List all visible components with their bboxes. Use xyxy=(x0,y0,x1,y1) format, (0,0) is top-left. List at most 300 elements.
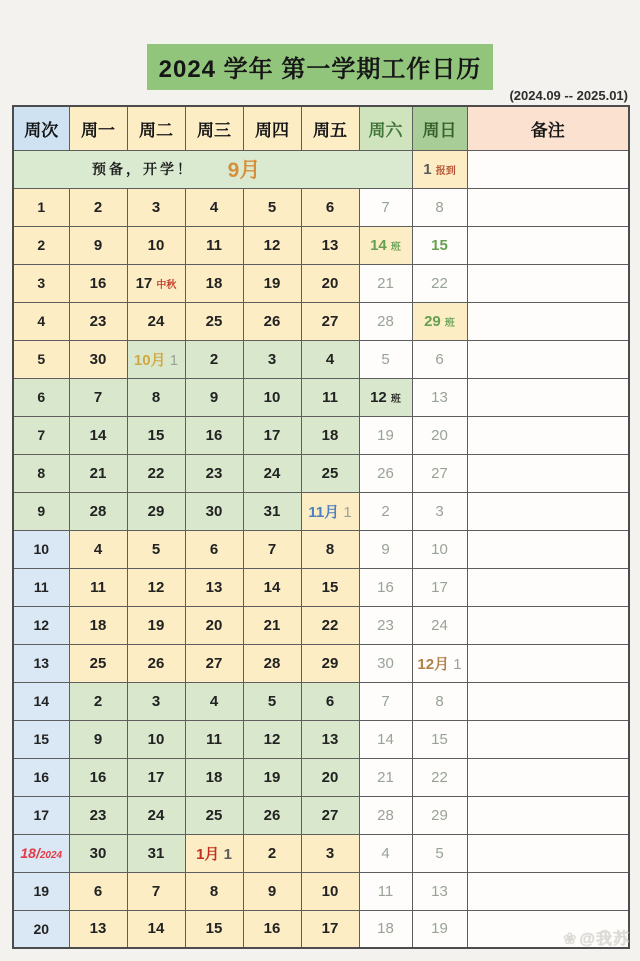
day-cell xyxy=(127,910,185,948)
day-cell xyxy=(243,302,301,340)
day-cell xyxy=(69,302,127,340)
day-cell xyxy=(243,492,301,530)
note-cell xyxy=(467,378,629,416)
cell-text: 1 xyxy=(339,503,352,521)
cell-text: 11 xyxy=(90,578,106,596)
day-cell xyxy=(185,568,243,606)
cell-text: 19 xyxy=(431,920,448,938)
cell-text: 7 xyxy=(267,540,277,558)
week-number-cell xyxy=(13,454,69,492)
day-cell xyxy=(243,720,301,758)
day-cell xyxy=(127,644,185,682)
day-cell xyxy=(243,834,301,872)
cell-text: 21 xyxy=(263,616,281,634)
cell-text: 1 xyxy=(37,199,46,215)
day-cell xyxy=(301,796,359,834)
cell-text: 27 xyxy=(431,464,448,482)
cell-text: 12 xyxy=(263,730,281,748)
day-cell xyxy=(185,302,243,340)
day-cell xyxy=(127,720,185,758)
cell-text: 22 xyxy=(431,768,448,786)
day-cell xyxy=(301,644,359,682)
note-cell xyxy=(467,340,629,378)
week-row xyxy=(13,226,629,264)
day-cell xyxy=(301,910,359,948)
day-cell xyxy=(301,758,359,796)
cell-text: 13 xyxy=(89,920,107,938)
cell-text: 8 xyxy=(435,198,444,216)
day-cell xyxy=(185,454,243,492)
day-cell xyxy=(69,568,127,606)
note-cell xyxy=(467,796,629,834)
week-number-cell xyxy=(13,796,69,834)
cell-text: 10 xyxy=(147,730,165,748)
week-number-cell xyxy=(13,834,69,872)
day-cell xyxy=(69,872,127,910)
day-cell xyxy=(69,188,127,226)
week-row xyxy=(13,454,629,492)
cell-text: 9 xyxy=(93,236,103,254)
cell-text: 6 xyxy=(93,882,103,900)
day-cell xyxy=(185,758,243,796)
week-row xyxy=(13,910,629,948)
cell-text: 14 xyxy=(147,920,165,938)
day-cell xyxy=(185,910,243,948)
day-cell xyxy=(69,796,127,834)
week-number-cell xyxy=(13,530,69,568)
day-cell xyxy=(69,530,127,568)
day-cell xyxy=(359,834,412,872)
cell-text: 18 xyxy=(205,274,223,292)
cell-text: 6 xyxy=(209,540,219,558)
cell-text: 24 xyxy=(147,312,165,330)
cell-text: 20 xyxy=(321,274,339,292)
cell-text: 22 xyxy=(431,274,448,292)
week-number-cell xyxy=(13,644,69,682)
cell-text: 4 xyxy=(381,844,390,862)
week-number-cell xyxy=(13,758,69,796)
day-cell xyxy=(69,644,127,682)
day-cell xyxy=(127,188,185,226)
cell-text: 30 xyxy=(377,654,394,672)
cell-text: 15 xyxy=(33,731,50,747)
cell-text: 10 xyxy=(431,540,448,558)
cell-text: 2 xyxy=(93,198,103,216)
cell-text: 8 xyxy=(151,388,161,406)
note-cell xyxy=(467,682,629,720)
day-cell xyxy=(301,606,359,644)
cell-text: 17 xyxy=(33,807,50,823)
day-cell xyxy=(301,568,359,606)
day-cell xyxy=(301,720,359,758)
cell-text: 8 xyxy=(37,465,46,481)
week-row xyxy=(13,872,629,910)
day-cell xyxy=(359,188,412,226)
cell-text: 13 xyxy=(431,882,448,900)
cell-text: 14 xyxy=(377,730,394,748)
cell-text: 28 xyxy=(377,312,394,330)
cell-text: 23 xyxy=(89,312,107,330)
day-cell xyxy=(127,302,185,340)
cell-text: 1 xyxy=(165,351,179,369)
cell-text: 15 xyxy=(431,730,448,748)
cell-text: 10月 xyxy=(133,351,166,369)
cell-text: 21 xyxy=(89,464,107,482)
cell-text: 29 xyxy=(147,502,165,520)
day-cell xyxy=(412,416,467,454)
header-row xyxy=(13,106,629,150)
day-cell xyxy=(412,682,467,720)
day-cell xyxy=(127,492,185,530)
cell-text: 10 xyxy=(263,388,281,406)
day-cell xyxy=(243,264,301,302)
cell-text: 16 xyxy=(89,768,107,786)
cell-text: 27 xyxy=(321,806,339,824)
day-cell xyxy=(127,226,185,264)
day-cell xyxy=(127,340,185,378)
day-cell xyxy=(359,796,412,834)
cell-text: 19 xyxy=(33,883,50,899)
week-number-cell xyxy=(13,720,69,758)
week-number-cell xyxy=(13,416,69,454)
cell-text: 28 xyxy=(377,806,394,824)
day-cell xyxy=(185,340,243,378)
week-row xyxy=(13,568,629,606)
day-cell xyxy=(243,416,301,454)
cell-text: 3 xyxy=(151,198,161,216)
cell-text: 2 xyxy=(37,237,46,253)
watermark-text: @我苏 xyxy=(579,931,630,948)
calendar-table xyxy=(12,105,630,949)
cell-text: 12 xyxy=(33,617,50,633)
week-number-cell xyxy=(13,340,69,378)
cell-text: 13 xyxy=(33,655,50,671)
day-cell xyxy=(359,606,412,644)
cell-text: 30 xyxy=(89,844,107,862)
cell-text: 19 xyxy=(147,616,165,634)
week-row xyxy=(13,264,629,302)
cell-text: 7 xyxy=(381,692,390,710)
cell-text: 1 xyxy=(423,160,436,178)
cell-text: 20 xyxy=(205,616,223,634)
day-cell xyxy=(69,910,127,948)
cell-text: 16 xyxy=(205,426,223,444)
header-tuesday: 周二 xyxy=(127,106,185,150)
cell-text: 25 xyxy=(205,806,223,824)
cell-text: 5 xyxy=(267,692,277,710)
cell-text: 17 xyxy=(135,274,157,292)
day-cell xyxy=(69,454,127,492)
cell-text: 3 xyxy=(325,844,335,862)
cell-text: 7 xyxy=(93,388,103,406)
cell-text: 15 xyxy=(321,578,339,596)
day-cell xyxy=(69,720,127,758)
cell-text: 15 xyxy=(205,920,223,938)
cell-text: 16 xyxy=(89,274,107,292)
day-cell xyxy=(412,872,467,910)
cell-text: 19 xyxy=(263,768,281,786)
cell-text: 17 xyxy=(431,578,448,596)
cell-text: 5 xyxy=(151,540,161,558)
cell-text: 18 xyxy=(89,616,107,634)
day-cell xyxy=(359,682,412,720)
cell-text: 7 xyxy=(381,198,390,216)
cell-text: 23 xyxy=(89,806,107,824)
day-cell xyxy=(301,834,359,872)
cell-text: 31 xyxy=(263,502,281,520)
day-cell xyxy=(359,758,412,796)
day-cell xyxy=(243,226,301,264)
cell-text: 26 xyxy=(377,464,394,482)
day-cell xyxy=(243,378,301,416)
week-number-cell xyxy=(13,682,69,720)
week-row xyxy=(13,340,629,378)
week-number-cell xyxy=(13,264,69,302)
cell-text: 8 xyxy=(325,540,335,558)
note-cell xyxy=(467,834,629,872)
cell-text: 5 xyxy=(381,350,390,368)
week-number-cell xyxy=(13,872,69,910)
cell-text: 13 xyxy=(321,236,339,254)
day-cell xyxy=(127,416,185,454)
day-cell xyxy=(69,378,127,416)
cell-text: 9 xyxy=(381,540,390,558)
cell-text: 6 xyxy=(37,389,46,405)
cell-text: 11 xyxy=(206,730,222,748)
week-row xyxy=(13,796,629,834)
cell-text: 18 xyxy=(205,768,223,786)
week-row xyxy=(13,682,629,720)
note-cell xyxy=(467,454,629,492)
day-cell xyxy=(69,834,127,872)
day-cell xyxy=(412,720,467,758)
cell-text: 24 xyxy=(263,464,281,482)
cell-text: 20 xyxy=(321,768,339,786)
cell-text: 30 xyxy=(89,350,107,368)
week-number-cell xyxy=(13,378,69,416)
day-cell xyxy=(243,530,301,568)
day-cell xyxy=(412,834,467,872)
cell-text: 21 xyxy=(377,768,394,786)
cell-text: 4 xyxy=(209,198,219,216)
day-cell xyxy=(359,226,412,264)
day-cell xyxy=(243,606,301,644)
day-cell xyxy=(243,188,301,226)
day-cell xyxy=(185,720,243,758)
day-cell xyxy=(243,454,301,492)
day-cell xyxy=(359,530,412,568)
note-cell xyxy=(467,188,629,226)
cell-text: 班 xyxy=(444,317,455,329)
header-thursday: 周四 xyxy=(243,106,301,150)
day-cell xyxy=(185,872,243,910)
cell-text: 8 xyxy=(435,692,444,710)
day-cell xyxy=(412,796,467,834)
note-cell xyxy=(467,872,629,910)
day-cell xyxy=(127,682,185,720)
day-cell xyxy=(301,340,359,378)
cell-text: 11 xyxy=(33,579,49,595)
banner-sunday-cell xyxy=(412,150,467,188)
banner-slogan: 预备，开学！ xyxy=(92,161,194,177)
september-banner-row xyxy=(13,150,629,188)
note-cell xyxy=(467,606,629,644)
day-cell xyxy=(301,454,359,492)
day-cell xyxy=(185,834,243,872)
day-cell xyxy=(412,606,467,644)
note-cell xyxy=(467,150,629,188)
day-cell xyxy=(359,872,412,910)
day-cell xyxy=(127,530,185,568)
day-cell xyxy=(359,720,412,758)
cell-text: 15 xyxy=(147,426,165,444)
cell-text: 班 xyxy=(390,241,401,253)
header-sunday: 周日 xyxy=(412,106,467,150)
header-monday: 周一 xyxy=(69,106,127,150)
cell-text: 24 xyxy=(431,616,448,634)
cell-text: 26 xyxy=(263,806,281,824)
page-title-wrap xyxy=(0,44,640,90)
day-cell xyxy=(301,264,359,302)
day-cell xyxy=(412,758,467,796)
cell-text: 2 xyxy=(209,350,219,368)
cell-text: 22 xyxy=(321,616,339,634)
cell-text: 2 xyxy=(267,844,277,862)
cell-text: 13 xyxy=(431,388,448,406)
cell-text: 19 xyxy=(377,426,394,444)
day-cell xyxy=(301,492,359,530)
cell-text: 班 xyxy=(390,393,401,405)
week-row xyxy=(13,188,629,226)
cell-text: 14 xyxy=(263,578,281,596)
day-cell xyxy=(243,796,301,834)
note-cell xyxy=(467,644,629,682)
day-cell xyxy=(301,872,359,910)
cell-text: 2 xyxy=(381,502,390,520)
cell-text: 19 xyxy=(263,274,281,292)
cell-text: 28 xyxy=(89,502,107,520)
week-row xyxy=(13,378,629,416)
cell-text: 10 xyxy=(33,541,50,557)
day-cell xyxy=(359,416,412,454)
day-cell xyxy=(69,758,127,796)
day-cell xyxy=(301,302,359,340)
cell-text: 8 xyxy=(209,882,219,900)
cell-text: 16 xyxy=(263,920,281,938)
cell-text: 22 xyxy=(147,464,165,482)
day-cell xyxy=(127,606,185,644)
cell-text: 17 xyxy=(321,920,339,938)
day-cell xyxy=(359,492,412,530)
cell-text: 3 xyxy=(37,275,46,291)
cell-text: 1月 xyxy=(196,845,220,863)
note-cell xyxy=(467,416,629,454)
day-cell xyxy=(69,226,127,264)
cell-text: 13 xyxy=(321,730,339,748)
day-cell xyxy=(359,910,412,948)
week-number-cell xyxy=(13,606,69,644)
cell-text: 24 xyxy=(147,806,165,824)
day-cell xyxy=(69,606,127,644)
day-cell xyxy=(359,302,412,340)
day-cell xyxy=(185,530,243,568)
day-cell xyxy=(185,226,243,264)
cell-text: 29 xyxy=(424,312,445,330)
day-cell xyxy=(412,568,467,606)
cell-text: 13 xyxy=(205,578,223,596)
banner-month-label: 9月 xyxy=(227,159,261,182)
day-cell xyxy=(69,682,127,720)
note-cell xyxy=(467,530,629,568)
page-title: 2024 学年 第一学期工作日历 xyxy=(147,44,494,90)
cell-text: 11月 xyxy=(308,503,340,521)
cell-text: 3 xyxy=(151,692,161,710)
day-cell xyxy=(243,682,301,720)
week-number-cell xyxy=(13,910,69,948)
day-cell xyxy=(359,454,412,492)
day-cell xyxy=(359,378,412,416)
cell-text: 3 xyxy=(267,350,277,368)
cell-text: 25 xyxy=(321,464,339,482)
day-cell xyxy=(69,416,127,454)
cell-text: 9 xyxy=(267,882,277,900)
cell-text: 10 xyxy=(147,236,165,254)
note-cell xyxy=(467,492,629,530)
day-cell xyxy=(412,644,467,682)
day-cell xyxy=(412,188,467,226)
day-cell xyxy=(412,340,467,378)
day-cell xyxy=(127,454,185,492)
cell-text: 12 xyxy=(147,578,165,596)
date-range: (2024.09 -- 2025.01) xyxy=(509,88,628,103)
cell-text: 5 xyxy=(37,351,46,367)
cell-text: 4 xyxy=(325,350,335,368)
cell-text: 12月 xyxy=(417,655,450,673)
day-cell xyxy=(412,264,467,302)
cell-text: 9 xyxy=(93,730,103,748)
day-cell xyxy=(185,188,243,226)
day-cell xyxy=(185,416,243,454)
cell-text: 14 xyxy=(370,236,391,254)
cell-text: 23 xyxy=(377,616,394,634)
day-cell xyxy=(185,378,243,416)
cell-text: 25 xyxy=(89,654,107,672)
day-cell xyxy=(359,340,412,378)
cell-text: 26 xyxy=(147,654,165,672)
cell-text: 3 xyxy=(435,502,444,520)
note-cell xyxy=(467,302,629,340)
header-wednesday: 周三 xyxy=(185,106,243,150)
cell-text: 6 xyxy=(325,198,335,216)
week-number-cell xyxy=(13,302,69,340)
header-friday: 周五 xyxy=(301,106,359,150)
day-cell xyxy=(301,416,359,454)
cell-text: 18 xyxy=(377,920,394,938)
day-cell xyxy=(185,682,243,720)
cell-text: 17 xyxy=(147,768,165,786)
cell-text: 6 xyxy=(435,350,444,368)
day-cell xyxy=(185,606,243,644)
cell-text: 9 xyxy=(209,388,219,406)
cell-text: 6 xyxy=(325,692,335,710)
day-cell xyxy=(127,264,185,302)
day-cell xyxy=(301,226,359,264)
day-cell xyxy=(243,340,301,378)
header-saturday: 周六 xyxy=(359,106,412,150)
week-row xyxy=(13,720,629,758)
cell-text: 29 xyxy=(321,654,339,672)
header-week-number: 周次 xyxy=(13,106,69,150)
